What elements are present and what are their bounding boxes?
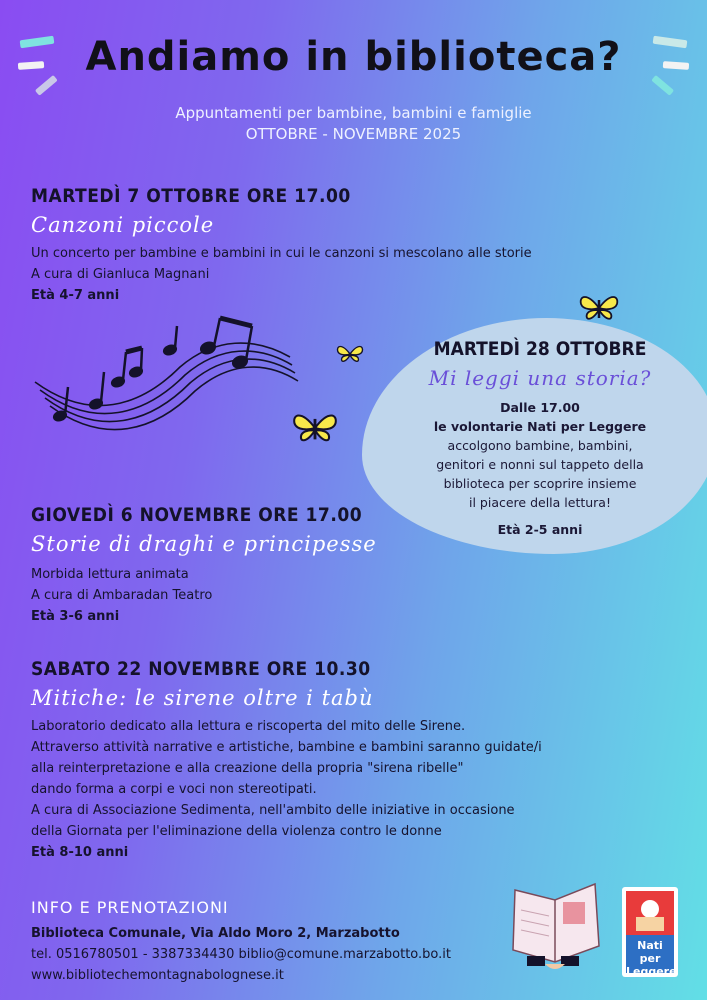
event-title: Mi leggi una storia? xyxy=(428,366,652,390)
nati-per-leggere-logo xyxy=(622,887,678,977)
event-date: MARTEDÌ 28 OTTOBRE xyxy=(433,338,647,360)
event-title: Mitiche: le sirene oltre i tabù xyxy=(31,686,374,710)
event-organizer: A cura di Associazione Sedimenta, nell'ambito delle iniziative in occasione xyxy=(31,803,515,818)
bubble-event xyxy=(405,338,675,539)
event-age: Età 4-7 anni xyxy=(31,288,120,303)
logo-text xyxy=(626,935,677,978)
bubble-line: biblioteca per scoprire insieme xyxy=(443,476,637,491)
event-card-3 xyxy=(31,658,631,863)
info-address: Biblioteca Comunale, Via Aldo Moro 2, Marzabotto xyxy=(31,926,400,941)
logo-illustration xyxy=(626,891,674,935)
page-title: Andiamo in biblioteca? xyxy=(85,34,622,80)
event-age: Età 2-5 anni xyxy=(497,522,583,537)
event-organizer: A cura di Ambaradan Teatro xyxy=(31,588,213,603)
logo-line1: Nati per xyxy=(637,939,663,965)
event-description xyxy=(405,398,675,512)
event-date: SABATO 22 NOVEMBRE ORE 10.30 xyxy=(31,658,371,680)
event-description: Un concerto per bambine e bambini in cui le canzoni si mescolano alle storie xyxy=(31,246,532,261)
event-title: Canzoni piccole xyxy=(31,213,215,237)
info-contacts[interactable]: tel. 0516780501 - 3387334430 biblio@comune.marzabotto.bo.it xyxy=(31,947,451,962)
event-description: Morbida lettura animata xyxy=(31,567,189,582)
info-website[interactable]: www.bibliotechemontagnabolognese.it xyxy=(31,968,284,983)
logo-line2: Leggere xyxy=(626,965,677,978)
info-heading: INFO E PRENOTAZIONI xyxy=(31,898,229,917)
bubble-line: accolgono bambine, bambini, xyxy=(447,438,633,453)
event-description: alla reinterpretazione e alla creazione della propria "sirena ribelle" xyxy=(31,761,464,776)
event-date: MARTEDÌ 7 OTTOBRE ORE 17.00 xyxy=(31,185,351,207)
event-description: Attraverso attività narrative e artistiche, bambine e bambini saranno guidate/i xyxy=(31,740,542,755)
bubble-line: il piacere della lettura! xyxy=(469,495,611,510)
bubble-line: Dalle 17.00 xyxy=(500,400,580,415)
event-card-2 xyxy=(31,504,391,627)
bubble-line: le volontarie Nati per Leggere xyxy=(433,419,647,434)
butterfly-icon xyxy=(335,340,365,368)
music-staff-illustration xyxy=(30,312,300,437)
event-organizer: della Giornata per l'eliminazione della violenza contro le donne xyxy=(31,824,442,839)
page-period: OTTOBRE - NOVEMBRE 2025 xyxy=(245,125,462,143)
event-organizer: A cura di Gianluca Magnani xyxy=(31,267,210,282)
event-description: dando forma a corpi e voci non stereotipati. xyxy=(31,782,317,797)
info-section xyxy=(31,898,511,986)
event-card-1 xyxy=(31,185,591,306)
butterfly-icon xyxy=(290,405,340,451)
page-subtitle: Appuntamenti per bambine, bambini e famiglie xyxy=(175,104,532,122)
bubble-line: genitori e nonni sul tappeto della xyxy=(436,457,644,472)
event-description: Laboratorio dedicato alla lettura e riscoperta del mito delle Sirene. xyxy=(31,719,466,734)
event-title: Storie di draghi e principesse xyxy=(31,532,377,556)
event-age: Età 3-6 anni xyxy=(31,609,120,624)
event-date: GIOVEDÌ 6 NOVEMBRE ORE 17.00 xyxy=(31,504,363,526)
event-age: Età 8-10 anni xyxy=(31,845,129,860)
child-reading-illustration xyxy=(505,870,605,980)
